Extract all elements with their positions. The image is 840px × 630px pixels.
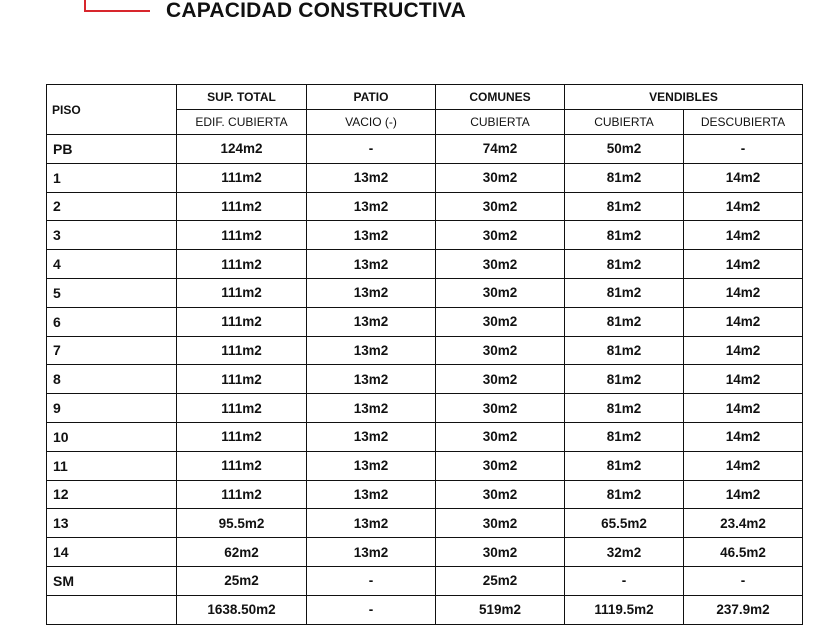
comunes-cell: 30m2 <box>436 221 565 250</box>
comunes-cell: 30m2 <box>436 307 565 336</box>
vendibles-descubierta-cell: 14m2 <box>684 336 803 365</box>
comunes-cell: 30m2 <box>436 422 565 451</box>
comunes-cell: 519m2 <box>436 595 565 624</box>
table-row <box>47 192 803 221</box>
piso-cell: 4 <box>47 250 177 279</box>
sup-total-cell: 111m2 <box>177 422 307 451</box>
sup-total-cell: 111m2 <box>177 480 307 509</box>
column-header-piso: PISO <box>47 85 177 135</box>
patio-cell: 13m2 <box>307 336 436 365</box>
vendibles-cubierta-cell: 32m2 <box>565 538 684 567</box>
patio-cell: 13m2 <box>307 509 436 538</box>
comunes-cell: 30m2 <box>436 394 565 423</box>
vendibles-descubierta-cell: 46.5m2 <box>684 538 803 567</box>
piso-cell: 9 <box>47 394 177 423</box>
vendibles-descubierta-cell: 14m2 <box>684 307 803 336</box>
sup-total-cell: 25m2 <box>177 566 307 595</box>
table-row <box>47 365 803 394</box>
patio-cell: 13m2 <box>307 163 436 192</box>
vendibles-descubierta-cell: 14m2 <box>684 480 803 509</box>
sup-total-cell: 111m2 <box>177 192 307 221</box>
sup-total-cell: 111m2 <box>177 163 307 192</box>
table-row <box>47 422 803 451</box>
comunes-cell: 30m2 <box>436 451 565 480</box>
patio-cell: - <box>307 135 436 164</box>
vendibles-descubierta-cell: 14m2 <box>684 221 803 250</box>
sup-total-cell: 111m2 <box>177 365 307 394</box>
comunes-cell: 30m2 <box>436 163 565 192</box>
piso-cell: 7 <box>47 336 177 365</box>
sup-total-cell: 124m2 <box>177 135 307 164</box>
column-header-comunes: COMUNES <box>436 85 565 110</box>
comunes-cell: 30m2 <box>436 336 565 365</box>
vendibles-cubierta-cell: 81m2 <box>565 394 684 423</box>
piso-cell: 5 <box>47 278 177 307</box>
piso-cell: SM <box>47 566 177 595</box>
piso-cell: 2 <box>47 192 177 221</box>
piso-cell: 11 <box>47 451 177 480</box>
patio-cell: 13m2 <box>307 538 436 567</box>
patio-cell: 13m2 <box>307 192 436 221</box>
patio-cell: 13m2 <box>307 278 436 307</box>
red-bracket-mark <box>84 0 150 12</box>
table-row <box>47 135 803 164</box>
piso-cell: 8 <box>47 365 177 394</box>
patio-cell: 13m2 <box>307 451 436 480</box>
sup-total-cell: 1638.50m2 <box>177 595 307 624</box>
sup-total-cell: 111m2 <box>177 278 307 307</box>
patio-cell: - <box>307 595 436 624</box>
piso-cell: 3 <box>47 221 177 250</box>
vendibles-descubierta-cell: 14m2 <box>684 451 803 480</box>
vendibles-descubierta-cell: 14m2 <box>684 422 803 451</box>
comunes-cell: 30m2 <box>436 480 565 509</box>
vendibles-cubierta-cell: 81m2 <box>565 278 684 307</box>
vendibles-cubierta-cell: 81m2 <box>565 451 684 480</box>
comunes-cell: 30m2 <box>436 250 565 279</box>
vendibles-cubierta-cell: 81m2 <box>565 307 684 336</box>
subheader-comunes-cubierta: CUBIERTA <box>436 110 565 135</box>
table-row <box>47 278 803 307</box>
piso-cell: PB <box>47 135 177 164</box>
table-body <box>47 135 803 625</box>
table-row <box>47 509 803 538</box>
patio-cell: - <box>307 566 436 595</box>
sup-total-cell: 62m2 <box>177 538 307 567</box>
vendibles-descubierta-cell: 14m2 <box>684 278 803 307</box>
patio-cell: 13m2 <box>307 307 436 336</box>
subheader-vendibles-descubierta: DESCUBIERTA <box>684 110 803 135</box>
vendibles-descubierta-cell: 14m2 <box>684 163 803 192</box>
comunes-cell: 30m2 <box>436 365 565 394</box>
vendibles-cubierta-cell: 81m2 <box>565 480 684 509</box>
sup-total-cell: 111m2 <box>177 221 307 250</box>
table-row <box>47 538 803 567</box>
patio-cell: 13m2 <box>307 221 436 250</box>
comunes-cell: 74m2 <box>436 135 565 164</box>
table-total-row <box>47 595 803 624</box>
piso-cell: 10 <box>47 422 177 451</box>
piso-cell: 6 <box>47 307 177 336</box>
vendibles-descubierta-cell: - <box>684 566 803 595</box>
sup-total-cell: 111m2 <box>177 336 307 365</box>
piso-cell <box>47 595 177 624</box>
vendibles-descubierta-cell: 14m2 <box>684 365 803 394</box>
vendibles-cubierta-cell: 81m2 <box>565 365 684 394</box>
vendibles-descubierta-cell: 14m2 <box>684 250 803 279</box>
sup-total-cell: 95.5m2 <box>177 509 307 538</box>
vendibles-cubierta-cell: 65.5m2 <box>565 509 684 538</box>
sup-total-cell: 111m2 <box>177 394 307 423</box>
patio-cell: 13m2 <box>307 422 436 451</box>
subheader-edif-cubierta: EDIF. CUBIERTA <box>177 110 307 135</box>
comunes-cell: 30m2 <box>436 192 565 221</box>
vendibles-cubierta-cell: 81m2 <box>565 163 684 192</box>
table-row <box>47 480 803 509</box>
table-row <box>47 394 803 423</box>
subheader-vacio: VACIO (-) <box>307 110 436 135</box>
comunes-cell: 30m2 <box>436 538 565 567</box>
vendibles-descubierta-cell: - <box>684 135 803 164</box>
table-row <box>47 221 803 250</box>
table-header-row <box>47 85 803 110</box>
table-row <box>47 163 803 192</box>
patio-cell: 13m2 <box>307 365 436 394</box>
vendibles-cubierta-cell: 81m2 <box>565 221 684 250</box>
subheader-vendibles-cubierta: CUBIERTA <box>565 110 684 135</box>
vendibles-cubierta-cell: 81m2 <box>565 250 684 279</box>
vendibles-descubierta-cell: 237.9m2 <box>684 595 803 624</box>
column-header-sup-total: SUP. TOTAL <box>177 85 307 110</box>
piso-cell: 12 <box>47 480 177 509</box>
vendibles-descubierta-cell: 23.4m2 <box>684 509 803 538</box>
patio-cell: 13m2 <box>307 250 436 279</box>
vendibles-descubierta-cell: 14m2 <box>684 394 803 423</box>
vendibles-descubierta-cell: 14m2 <box>684 192 803 221</box>
piso-cell: 14 <box>47 538 177 567</box>
sup-total-cell: 111m2 <box>177 451 307 480</box>
vendibles-cubierta-cell: - <box>565 566 684 595</box>
patio-cell: 13m2 <box>307 480 436 509</box>
table-row <box>47 566 803 595</box>
comunes-cell: 30m2 <box>436 509 565 538</box>
capacity-table <box>46 84 803 625</box>
vendibles-cubierta-cell: 81m2 <box>565 192 684 221</box>
vendibles-cubierta-cell: 81m2 <box>565 422 684 451</box>
piso-cell: 1 <box>47 163 177 192</box>
piso-cell: 13 <box>47 509 177 538</box>
vendibles-cubierta-cell: 50m2 <box>565 135 684 164</box>
vendibles-cubierta-cell: 1119.5m2 <box>565 595 684 624</box>
column-header-vendibles: VENDIBLES <box>565 85 803 110</box>
sup-total-cell: 111m2 <box>177 250 307 279</box>
comunes-cell: 30m2 <box>436 278 565 307</box>
column-header-patio: PATIO <box>307 85 436 110</box>
vendibles-cubierta-cell: 81m2 <box>565 336 684 365</box>
table-row <box>47 307 803 336</box>
page-title: CAPACIDAD CONSTRUCTIVA <box>166 0 466 22</box>
table-row <box>47 336 803 365</box>
table-row <box>47 451 803 480</box>
table-row <box>47 250 803 279</box>
comunes-cell: 25m2 <box>436 566 565 595</box>
sup-total-cell: 111m2 <box>177 307 307 336</box>
patio-cell: 13m2 <box>307 394 436 423</box>
